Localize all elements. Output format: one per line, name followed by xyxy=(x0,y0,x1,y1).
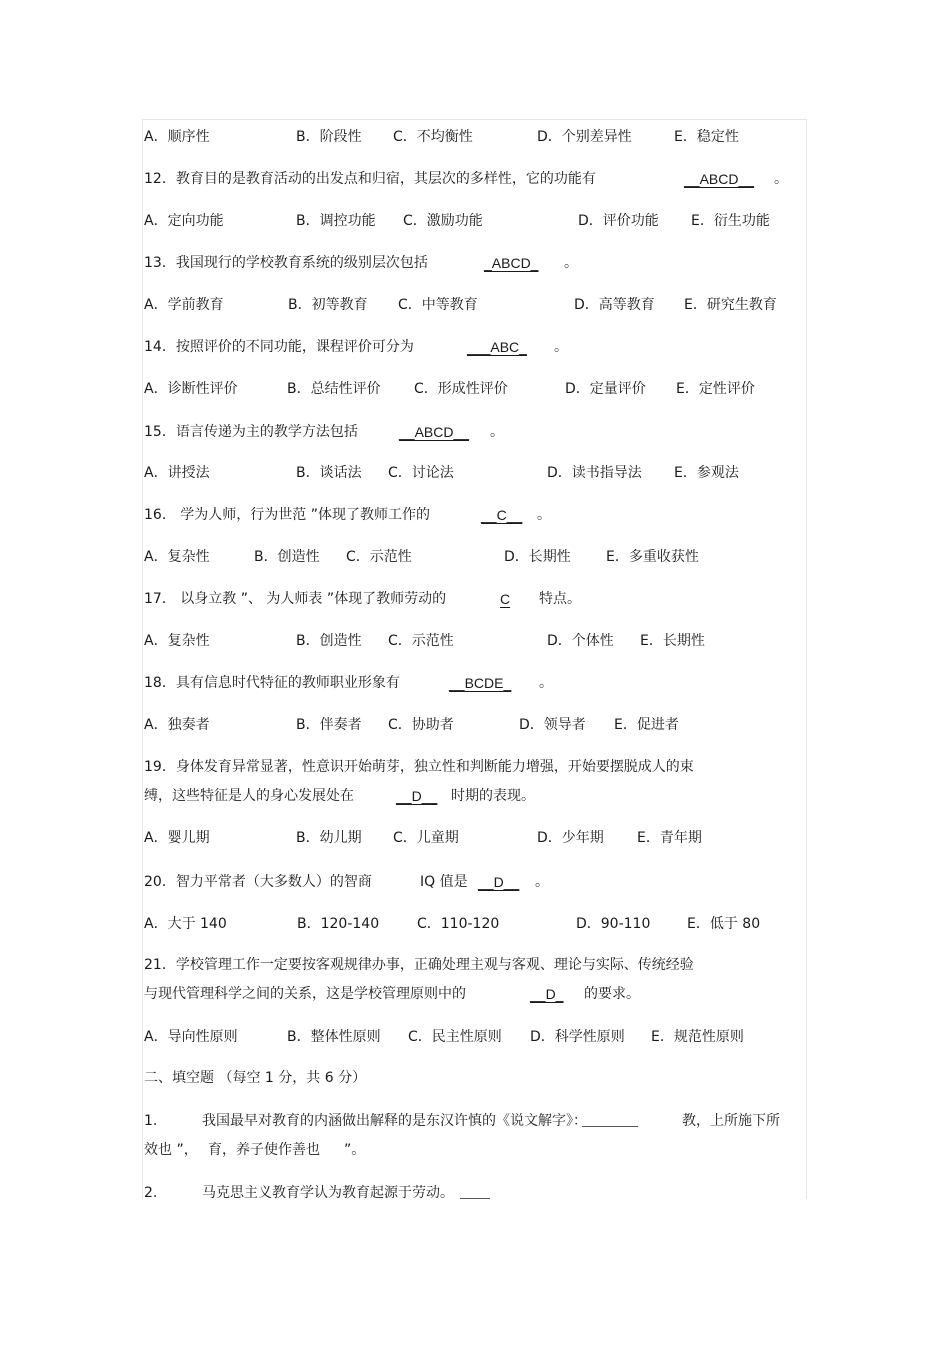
q17-answer: C xyxy=(500,591,511,607)
q19-answer: __D__ xyxy=(396,788,438,804)
q14-end: 。 xyxy=(554,339,568,355)
q15-option-e: E．参观法 xyxy=(674,465,739,481)
q14-option-a: A．诊断性评价 xyxy=(144,381,238,397)
q11-option-b: B．阶段性 xyxy=(296,129,362,145)
q15-option-c: C．讨论法 xyxy=(388,465,454,481)
q20-stem-text: 20．智力平常者（大多数人）的智商 xyxy=(144,874,372,890)
q19-option-d: D．少年期 xyxy=(537,830,604,846)
q16-stem-text: 16． 学为人师，行为世范 ”体现了教师工作的 xyxy=(144,507,430,523)
q13-option-a: A．学前教育 xyxy=(144,297,224,313)
q17-option-d: D．个体性 xyxy=(547,633,614,649)
q15-end: 。 xyxy=(490,424,504,440)
q15-answer: __ABCD__ xyxy=(399,424,470,440)
q16-answer: __C__ xyxy=(481,507,523,523)
fill1-blank xyxy=(582,1112,638,1127)
q11-option-e: E．稳定性 xyxy=(674,129,739,145)
fill2-text: 马克思主义教育学认为教育起源于劳动。 xyxy=(202,1185,454,1201)
q19-option-a: A．婴儿期 xyxy=(144,830,210,846)
q14-option-c: C．形成性评价 xyxy=(414,381,508,397)
q18-option-d: D．领导者 xyxy=(519,717,586,733)
q15-stem-text: 15．语言传递为主的教学方法包括 xyxy=(144,424,358,440)
q21-option-a: A．导向性原则 xyxy=(144,1029,238,1045)
fill1-number: 1. xyxy=(144,1113,158,1129)
q18-option-a: A．独奏者 xyxy=(144,717,210,733)
q18-option-c: C．协助者 xyxy=(388,717,454,733)
q18-stem-text: 18．具有信息时代特征的教师职业形象有 xyxy=(144,675,400,691)
q18-end: 。 xyxy=(539,675,553,691)
q13-option-b: B．初等教育 xyxy=(288,297,368,313)
q19-end: 时期的表现。 xyxy=(451,788,535,804)
q12-end: 。 xyxy=(774,171,788,187)
q16-option-c: C．示范性 xyxy=(346,549,412,565)
fill2-number: 2. xyxy=(144,1185,158,1201)
q16-option-a: A．复杂性 xyxy=(144,549,210,565)
q18-option-e: E．促进者 xyxy=(614,717,679,733)
q20-option-a: A．大于 140 xyxy=(144,916,227,932)
q21-stem-text1: 21．学校管理工作一定要按客观规律办事，正确处理主观与客观、理论与实际、传统经验 xyxy=(144,957,694,973)
q20-option-d: D．90-110 xyxy=(576,916,651,932)
fill2-blank xyxy=(460,1184,490,1199)
q13-end: 。 xyxy=(564,255,578,271)
q19-stem-text2: 缚，这些特征是人的身心发展处在 xyxy=(144,788,354,804)
fill1-line2a: 效也 ”， xyxy=(144,1142,198,1158)
q17-option-b: B．创造性 xyxy=(296,633,362,649)
q19-stem-text1: 19．身体发育异常显著，性意识开始萌芽，独立性和判断能力增强，开始要摆脱成人的束 xyxy=(144,759,694,775)
q20-option-c: C．110-120 xyxy=(417,916,500,932)
q20-end: 。 xyxy=(535,874,549,890)
q15-option-b: B．谈话法 xyxy=(296,465,362,481)
q13-option-d: D．高等教育 xyxy=(574,297,655,313)
q19-option-b: B．幼儿期 xyxy=(296,830,362,846)
q18-answer: __BCDE_ xyxy=(449,675,512,691)
q16-option-e: E．多重收获性 xyxy=(606,549,699,565)
q21-option-e: E．规范性原则 xyxy=(651,1029,744,1045)
q13-stem-text: 13．我国现行的学校教育系统的级别层次包括 xyxy=(144,255,428,271)
q19-option-c: C．儿童期 xyxy=(393,830,459,846)
q12-option-e: E．衍生功能 xyxy=(691,213,770,229)
q18-option-b: B．伴奏者 xyxy=(296,717,362,733)
fill1-line2c: ”。 xyxy=(344,1142,366,1158)
q20-iq: IQ 值是 xyxy=(420,874,468,890)
q20-option-b: B．120-140 xyxy=(297,916,380,932)
q14-stem-text: 14．按照评价的不同功能，课程评价可分为 xyxy=(144,339,414,355)
q12-stem-text: 12．教育目的是教育活动的出发点和归宿，其层次的多样性，它的功能有 xyxy=(144,171,596,187)
q17-end: 特点。 xyxy=(539,591,581,607)
q14-option-e: E．定性评价 xyxy=(676,381,755,397)
q21-option-d: D．科学性原则 xyxy=(530,1029,625,1045)
q14-option-d: D．定量评价 xyxy=(565,381,646,397)
q21-end: 的要求。 xyxy=(584,986,640,1002)
q14-answer: ___ABC_ xyxy=(467,339,527,355)
q21-answer: __D_ xyxy=(530,986,564,1002)
q21-option-c: C．民主性原则 xyxy=(408,1029,502,1045)
q12-option-c: C．激励功能 xyxy=(403,213,483,229)
fill1-text1: 我国最早对教育的内涵做出解释的是东汉许慎的《说文解字》： xyxy=(202,1113,587,1129)
q11-option-a: A．顺序性 xyxy=(144,129,210,145)
q16-option-b: B．创造性 xyxy=(254,549,320,565)
q14-option-b: B．总结性评价 xyxy=(287,381,381,397)
q12-option-a: A．定向功能 xyxy=(144,213,224,229)
fill1-line2b: 育，养子使作善也 xyxy=(208,1142,320,1158)
q13-answer: _ABCD_ xyxy=(484,255,539,271)
q20-answer: __D__ xyxy=(478,874,520,890)
section2-heading-text: 二、填空题 （每空 1 分，共 6 分） xyxy=(144,1070,367,1086)
q13-option-c: C．中等教育 xyxy=(398,297,478,313)
q12-answer: __ABCD__ xyxy=(684,171,755,187)
q16-end: 。 xyxy=(537,507,551,523)
q15-option-d: D．读书指导法 xyxy=(547,465,642,481)
q21-stem-text2: 与现代管理科学之间的关系，这是学校管理原则中的 xyxy=(144,986,466,1002)
q17-stem-text: 17． 以身立教 ”、 为人师表 ”体现了教师劳动的 xyxy=(144,591,447,607)
q16-option-d: D．长期性 xyxy=(504,549,571,565)
fill1-text2: 教，上所施下所 xyxy=(682,1113,780,1129)
q17-option-c: C．示范性 xyxy=(388,633,454,649)
q15-option-a: A．讲授法 xyxy=(144,465,210,481)
q11-option-d: D．个别差异性 xyxy=(537,129,632,145)
q20-option-e: E．低于 80 xyxy=(687,916,761,932)
q12-option-d: D．评价功能 xyxy=(578,213,659,229)
q13-option-e: E．研究生教育 xyxy=(684,297,777,313)
q17-option-a: A．复杂性 xyxy=(144,633,210,649)
q11-option-c: C．不均衡性 xyxy=(393,129,473,145)
q12-option-b: B．调控功能 xyxy=(296,213,376,229)
q17-option-e: E．长期性 xyxy=(640,633,705,649)
q21-option-b: B．整体性原则 xyxy=(287,1029,381,1045)
q19-option-e: E．青年期 xyxy=(637,830,702,846)
